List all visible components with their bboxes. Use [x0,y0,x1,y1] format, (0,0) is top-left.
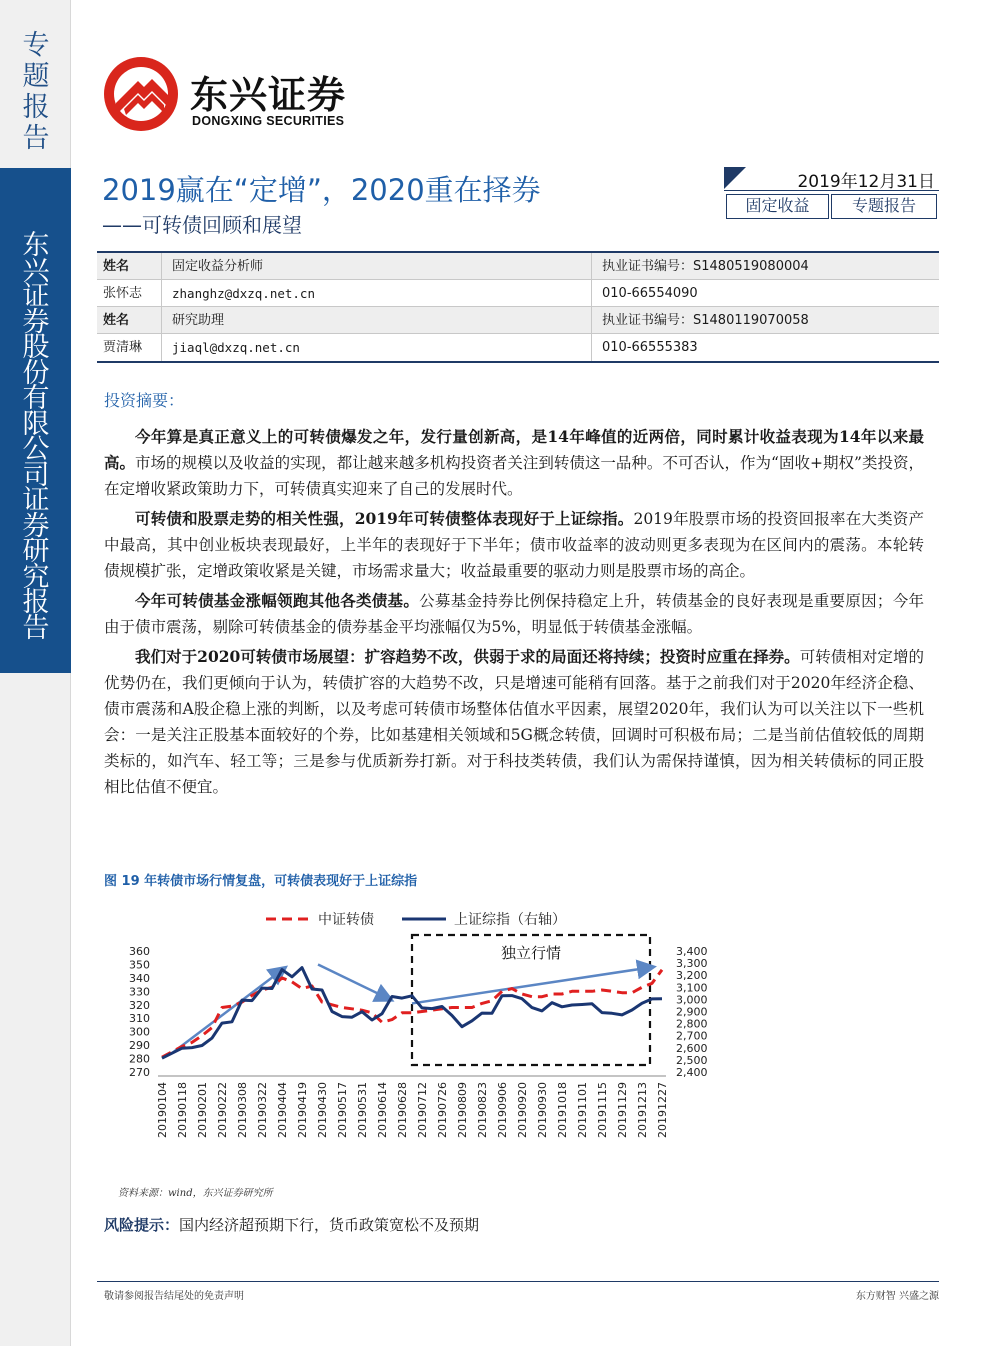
x-tick-label: 20190308 [236,1082,249,1138]
x-tick-label: 20191227 [656,1082,669,1138]
figure-title: 图 19 年转债市场行情复盘，可转债表现好于上证综指 [104,874,418,889]
analyst-cell-license: 执业证书编号：S1480519080004 [591,253,809,280]
x-tick-label: 20190104 [156,1082,169,1138]
y-right-tick-label: 2,400 [676,1066,708,1079]
table-row [97,280,939,307]
y-right-tick-label: 2,700 [676,1029,708,1043]
summary-bold-lead: 今年算是真正意义上的可转债爆发之年，发行量创新高，是14年峰值的近两倍，同时累计收益表现为14年以来最高。 [104,427,924,472]
y-right-tick-label: 2,900 [676,1005,708,1019]
y-right-tick-label: 3,400 [676,945,708,958]
y-right-tick-label: 2,800 [676,1017,708,1031]
analyst-cell-label: 姓名 [103,313,130,328]
x-tick-label: 20191115 [596,1082,609,1138]
line-chart [104,895,708,1180]
y-right-tick-label: 3,300 [676,957,708,971]
risk-note [104,1214,479,1235]
analyst-cell-license: 执业证书编号：S1480119070058 [591,307,809,334]
legend-label: 中证转债 [318,912,374,928]
x-tick-label: 20190614 [376,1082,389,1138]
logo-wordmark-en: DONGXING SECURITIES [192,114,345,128]
analyst-table [97,251,939,363]
y-right-tick-label: 2,500 [676,1053,708,1067]
x-tick-label: 20190322 [256,1082,269,1138]
y-left-tick-label: 290 [129,1039,150,1053]
analyst-cell-role: 研究助理 [161,307,224,334]
logo-wordmark-cn: 东兴证券 [190,73,347,117]
company-label: 东兴证券股份有限公司证券研究报告 [22,230,50,644]
sidebar-bottom-panel [0,673,71,1346]
x-tick-label: 20190726 [436,1082,449,1138]
x-tick-label: 20191129 [616,1082,629,1138]
analyst-email[interactable]: zhanghz@dxzq.net.cn [161,280,315,307]
y-left-tick-label: 280 [129,1052,150,1066]
table-row [97,334,939,361]
y-left-tick-label: 300 [129,1025,150,1039]
x-tick-label: 20190430 [316,1082,329,1138]
tag-special-report: 专题报告 [831,194,937,219]
y-right-tick-label: 3,200 [676,969,708,983]
trend-arrow-down [318,964,390,999]
x-tick-label: 20190823 [476,1082,489,1138]
y-left-tick-label: 360 [129,945,150,958]
x-tick-label: 20191018 [556,1082,569,1138]
sidebar-top-panel [0,0,71,168]
summary-text: 2019年股票市场的投资回报率在大类资产中最高，其中创业板块表现最好，上半年的表现好于下半年；债市收益率的波动则更多表现为在区间内的震荡。本轮转债规模扩张，定增政策收紧是关键，市场需求量大；收益最重要的驱动力则是股票市场的高企。 [104,510,924,580]
legend-label: 上证综指（右轴） [454,912,566,928]
analyst-cell-label: 姓名 [103,259,130,274]
x-tick-label: 20190531 [356,1082,369,1138]
summary-bold-lead: 今年可转债基金涨幅领跑其他各类债基。 [135,591,420,610]
x-tick-label: 20190222 [216,1082,229,1138]
footer-divider [97,1281,939,1282]
footer-disclaimer: 敬请参阅报告结尾处的免责声明 [104,1291,244,1302]
triangle-marker-icon [724,167,746,189]
y-right-tick-label: 2,600 [676,1041,708,1055]
y-left-tick-label: 340 [129,971,150,985]
summary-text: 可转债相对定增的优势仍在，我们更倾向于认为，转债扩容的大趋势不改，只是增速可能稍有回落。基于之前我们对于2020年经济企稳、债市震荡和A股企稳上涨的判断，以及考虑可转债市场整体估值水平因素，展望2020年，我们认为可以关注以下一些机会：一是关注正股基本面较好的个券，比如基建相关领域和5G概念转债，回调时可积极布局；二是当前估值较低的周期类标的，如汽车、轻工等；三是参与优质新券打新。对于科技类转债，我们认为需保持谨慎，因为相关转债标的同正股相比估值不便宜。 [104,648,924,796]
y-right-tick-label: 3,000 [676,993,708,1007]
summary-paragraph [104,424,924,502]
x-tick-label: 20190930 [536,1082,549,1138]
summary-body [104,424,924,804]
risk-text: 国内经济超预期下行，货币政策宽松不及预期 [179,1216,480,1234]
company-logo-icon [102,55,180,133]
summary-paragraph [104,644,924,800]
summary-bold-lead: 我们对于2020可转债市场展望：扩容趋势不改，供弱于求的局面还将持续；投资时应重在择券。 [135,647,800,666]
table-row [97,307,939,334]
x-tick-label: 20191213 [636,1082,649,1138]
report-type-label: 专题报告 [22,30,50,154]
report-title: 2019赢在“定增”，2020重在择券 [102,173,541,207]
date-box [724,165,939,219]
y-left-tick-label: 310 [129,1012,150,1026]
x-tick-label: 20191101 [576,1082,589,1138]
summary-paragraph [104,506,924,584]
figure-source: 资料来源：wind，东兴证券研究所 [118,1188,273,1199]
trend-arrow-recovery [412,967,652,1003]
analyst-phone: 010-66554090 [591,280,698,307]
report-date: 2019年12月31日 [797,172,935,192]
x-tick-label: 20190419 [296,1082,309,1138]
sidebar [0,0,71,1346]
x-tick-label: 20190628 [396,1082,409,1138]
analyst-name: 贾清琳 [103,340,143,355]
x-tick-label: 20190517 [336,1082,349,1138]
report-subtitle: ——可转债回顾和展望 [102,213,302,237]
x-tick-label: 20190920 [516,1082,529,1138]
analyst-name: 张怀志 [103,286,143,301]
summary-paragraph [104,588,924,640]
footer-slogan: 东方财智 兴盛之源 [855,1291,939,1302]
summary-text: 公募基金持券比例保持稳定上升，转债基金的良好表现是重要原因；今年由于债市震荡，剔除可转债基金的债券基金平均涨幅仅为5%，明显低于转债基金涨幅。 [104,592,924,636]
summary-text: 市场的规模以及收益的实现，都让越来越多机构投资者关注到转债这一品种。不可否认，作为“固收+期权”类投资，在定增收紧政策助力下，可转债真实迎来了自己的发展时代。 [104,454,924,498]
tag-fixed-income: 固定收益 [726,194,829,219]
y-left-tick-label: 330 [129,985,150,999]
x-tick-label: 20190809 [456,1082,469,1138]
risk-label: 风险提示： [104,1216,180,1234]
x-tick-label: 20190712 [416,1082,429,1138]
y-left-tick-label: 320 [129,998,150,1012]
annotation-label: 独立行情 [500,944,562,962]
x-tick-label: 20190906 [496,1082,509,1138]
trend-arrow-up [172,968,284,1053]
x-tick-label: 20190118 [176,1082,189,1138]
summary-heading: 投资摘要： [104,391,185,410]
sidebar-company-panel [0,168,71,673]
x-tick-label: 20190404 [276,1082,289,1138]
analyst-phone: 010-66555383 [591,334,698,361]
y-right-tick-label: 3,100 [676,981,708,995]
table-row [97,253,939,280]
y-left-tick-label: 270 [129,1066,150,1079]
summary-bold-lead: 可转债和股票走势的相关性强，2019年可转债整体表现好于上证综指。 [135,509,634,528]
x-tick-label: 20190201 [196,1082,209,1138]
y-left-tick-label: 350 [129,958,150,972]
analyst-cell-role: 固定收益分析师 [161,253,263,280]
analyst-email[interactable]: jiaql@dxzq.net.cn [161,334,300,361]
